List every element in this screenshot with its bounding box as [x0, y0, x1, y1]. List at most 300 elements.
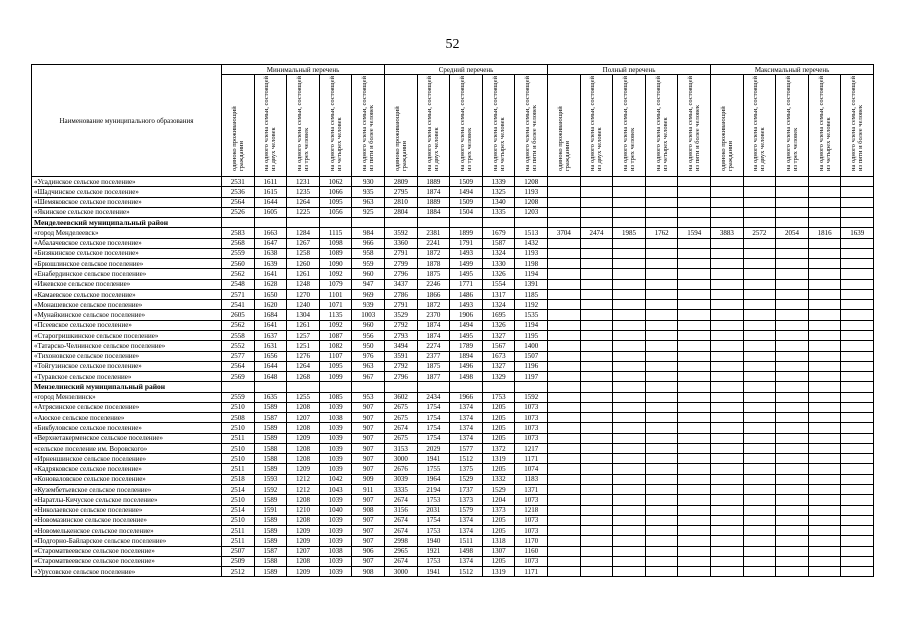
value-cell: 3153: [385, 443, 418, 453]
value-cell: [808, 382, 841, 392]
value-cell: 2562: [222, 269, 255, 279]
value-cell: [776, 187, 809, 197]
value-cell: [613, 351, 646, 361]
value-cell: [548, 433, 581, 443]
value-cell: 907: [352, 433, 385, 443]
value-cell: 1877: [417, 372, 450, 382]
value-cell: [711, 330, 744, 340]
value-cell: [548, 218, 581, 228]
value-cell: [743, 546, 776, 556]
value-cell: 2676: [385, 464, 418, 474]
value-cell: 1319: [482, 454, 515, 464]
table-row: [32, 464, 874, 474]
table-row: [32, 454, 874, 464]
value-cell: [808, 526, 841, 536]
value-cell: [711, 382, 744, 392]
value-cell: 1628: [254, 279, 287, 289]
value-cell: 1340: [482, 197, 515, 207]
value-cell: [841, 433, 874, 443]
value-cell: 2674: [385, 556, 418, 566]
subcolumn-header-text: на одного члена семьи, состоящей из пяти и более человек: [361, 76, 376, 171]
value-cell: [808, 207, 841, 217]
value-cell: 1073: [515, 433, 548, 443]
value-cell: 1372: [482, 443, 515, 453]
value-cell: [743, 495, 776, 505]
value-cell: 1486: [450, 289, 483, 299]
municipality-name: Мензелинский муниципальный район: [32, 382, 222, 392]
value-cell: [613, 433, 646, 443]
value-cell: 1193: [515, 248, 548, 258]
value-cell: [841, 207, 874, 217]
value-cell: [841, 187, 874, 197]
value-cell: [287, 218, 320, 228]
municipality-name: «Псеевское сельское поселение»: [32, 320, 222, 330]
value-cell: 967: [352, 372, 385, 382]
value-cell: 1373: [450, 495, 483, 505]
value-cell: [385, 382, 418, 392]
value-cell: [776, 464, 809, 474]
value-cell: 1257: [287, 330, 320, 340]
value-cell: 2792: [385, 320, 418, 330]
value-cell: 1374: [450, 413, 483, 423]
value-cell: [613, 372, 646, 382]
value-cell: [580, 433, 613, 443]
value-cell: 1324: [482, 248, 515, 258]
value-cell: [613, 392, 646, 402]
subcolumn-header: [678, 75, 711, 177]
value-cell: [808, 238, 841, 248]
value-cell: [776, 413, 809, 423]
value-cell: [711, 279, 744, 289]
value-cell: 1493: [450, 248, 483, 258]
value-cell: 2674: [385, 515, 418, 525]
value-cell: 1754: [417, 413, 450, 423]
value-cell: [613, 515, 646, 525]
value-cell: [841, 536, 874, 546]
value-cell: 1066: [319, 187, 352, 197]
value-cell: 1193: [515, 187, 548, 197]
value-cell: [808, 289, 841, 299]
value-cell: [645, 187, 678, 197]
value-cell: [711, 454, 744, 464]
table-row: [32, 259, 874, 269]
value-cell: 1529: [450, 474, 483, 484]
value-cell: [580, 351, 613, 361]
value-cell: [841, 269, 874, 279]
value-cell: [645, 269, 678, 279]
value-cell: [776, 556, 809, 566]
table-row: [32, 320, 874, 330]
value-cell: [645, 402, 678, 412]
value-cell: [645, 433, 678, 443]
value-cell: [580, 279, 613, 289]
value-cell: 1208: [287, 423, 320, 433]
value-cell: [808, 443, 841, 453]
value-cell: 1327: [482, 330, 515, 340]
value-cell: [678, 320, 711, 330]
value-cell: 1899: [450, 228, 483, 238]
value-cell: 907: [352, 413, 385, 423]
value-cell: [548, 454, 581, 464]
value-cell: 1205: [482, 413, 515, 423]
value-cell: 2965: [385, 546, 418, 556]
value-cell: 976: [352, 351, 385, 361]
value-cell: 2510: [222, 515, 255, 525]
value-cell: [743, 330, 776, 340]
subcolumn-header-text: на одного члена семьи, состоящей из двух человек: [589, 76, 604, 171]
value-cell: 2675: [385, 433, 418, 443]
value-cell: 1039: [319, 556, 352, 566]
value-cell: 1087: [319, 330, 352, 340]
value-cell: [580, 238, 613, 248]
value-cell: [776, 351, 809, 361]
value-cell: [548, 330, 581, 340]
value-cell: [841, 392, 874, 402]
subcolumn-header-text: на одного члена семьи, состоящей из четырех человек: [328, 76, 343, 171]
subcolumn-header: [482, 75, 515, 177]
value-cell: [645, 259, 678, 269]
value-cell: [450, 382, 483, 392]
value-cell: [711, 392, 744, 402]
value-cell: 1208: [287, 515, 320, 525]
value-cell: [808, 330, 841, 340]
value-cell: 1567: [482, 341, 515, 351]
value-cell: 1589: [254, 423, 287, 433]
municipality-name: «Кузембетьевское сельское поселение»: [32, 484, 222, 494]
value-cell: 1400: [515, 341, 548, 351]
value-cell: 1754: [417, 515, 450, 525]
subcolumn-header-text: на одного члена семьи, состоящей из четырех человек: [491, 76, 506, 171]
subcolumn-header: [319, 75, 352, 177]
value-cell: [776, 310, 809, 320]
value-cell: [841, 382, 874, 392]
value-cell: 1307: [482, 546, 515, 556]
value-cell: 1872: [417, 300, 450, 310]
value-cell: 1648: [254, 372, 287, 382]
value-cell: 1261: [287, 320, 320, 330]
value-cell: [808, 259, 841, 269]
table-row: [32, 197, 874, 207]
value-cell: 1212: [287, 474, 320, 484]
value-cell: [776, 423, 809, 433]
value-cell: 907: [352, 495, 385, 505]
value-cell: [548, 505, 581, 515]
municipality-name: «Бикбуловское сельское поселение»: [32, 423, 222, 433]
value-cell: [352, 382, 385, 392]
municipality-name: «Ирненшинское сельское поселение»: [32, 454, 222, 464]
value-cell: 1056: [319, 207, 352, 217]
value-cell: 1639: [841, 228, 874, 238]
value-cell: [743, 392, 776, 402]
value-cell: 908: [352, 567, 385, 577]
value-cell: [711, 207, 744, 217]
value-cell: 1209: [287, 464, 320, 474]
value-cell: 1339: [482, 177, 515, 187]
municipality-name: «Аюское сельское поселение»: [32, 413, 222, 423]
value-cell: 1504: [450, 207, 483, 217]
value-cell: 963: [352, 361, 385, 371]
value-cell: 1240: [287, 300, 320, 310]
value-cell: 1494: [450, 320, 483, 330]
value-cell: 2791: [385, 248, 418, 258]
value-cell: 1170: [515, 536, 548, 546]
value-cell: [743, 218, 776, 228]
value-cell: [645, 197, 678, 207]
value-cell: 1513: [515, 228, 548, 238]
value-cell: [841, 320, 874, 330]
value-cell: 1205: [482, 402, 515, 412]
value-cell: 2674: [385, 495, 418, 505]
value-cell: [580, 248, 613, 258]
value-cell: [548, 197, 581, 207]
value-cell: 1218: [515, 505, 548, 515]
value-cell: [678, 351, 711, 361]
value-cell: 2536: [222, 187, 255, 197]
value-cell: 1040: [319, 505, 352, 515]
region-row: [32, 218, 874, 228]
value-cell: [711, 259, 744, 269]
table-row: [32, 341, 874, 351]
value-cell: 1209: [287, 567, 320, 577]
value-cell: 1042: [319, 474, 352, 484]
subcolumn-header: [808, 75, 841, 177]
value-cell: 1209: [287, 536, 320, 546]
value-cell: [841, 361, 874, 371]
value-cell: [776, 207, 809, 217]
table-row: [32, 269, 874, 279]
value-cell: 1679: [482, 228, 515, 238]
value-cell: 1073: [515, 515, 548, 525]
value-cell: [808, 197, 841, 207]
value-cell: 1507: [515, 351, 548, 361]
value-cell: [841, 177, 874, 187]
value-cell: 1039: [319, 464, 352, 474]
value-cell: [711, 443, 744, 453]
value-cell: 1326: [482, 320, 515, 330]
value-cell: 969: [352, 289, 385, 299]
value-cell: 1644: [254, 361, 287, 371]
value-cell: [548, 259, 581, 269]
value-cell: 2511: [222, 536, 255, 546]
value-cell: 1615: [254, 187, 287, 197]
subcolumn-header: [385, 75, 418, 177]
table-row: [32, 207, 874, 217]
value-cell: [678, 187, 711, 197]
value-cell: 925: [352, 207, 385, 217]
table-row: [32, 505, 874, 515]
value-cell: 1210: [287, 505, 320, 515]
value-cell: 1327: [482, 361, 515, 371]
value-cell: 959: [352, 259, 385, 269]
value-cell: [841, 464, 874, 474]
value-cell: 2194: [417, 484, 450, 494]
municipality-name: «Староматвеевское сельское поселение»: [32, 556, 222, 566]
value-cell: 1498: [450, 372, 483, 382]
value-cell: 2274: [417, 341, 450, 351]
municipality-name: «Абалачевское сельское поселение»: [32, 238, 222, 248]
value-cell: [776, 372, 809, 382]
value-cell: 2791: [385, 300, 418, 310]
value-cell: [645, 218, 678, 228]
value-cell: 1509: [450, 177, 483, 187]
value-cell: [580, 187, 613, 197]
value-cell: [776, 433, 809, 443]
value-cell: [319, 218, 352, 228]
value-cell: 1208: [287, 454, 320, 464]
value-cell: [580, 413, 613, 423]
value-cell: [808, 300, 841, 310]
value-cell: [711, 310, 744, 320]
value-cell: 2548: [222, 279, 255, 289]
value-cell: 1940: [417, 536, 450, 546]
value-cell: [711, 248, 744, 258]
value-cell: 956: [352, 330, 385, 340]
value-cell: [711, 341, 744, 351]
value-cell: 1594: [678, 228, 711, 238]
value-cell: [450, 218, 483, 228]
value-cell: [808, 474, 841, 484]
value-cell: [580, 443, 613, 453]
value-cell: [743, 289, 776, 299]
value-cell: [678, 341, 711, 351]
table-body: [32, 177, 874, 577]
value-cell: [613, 218, 646, 228]
value-cell: [580, 372, 613, 382]
value-cell: [711, 351, 744, 361]
value-cell: [776, 454, 809, 464]
value-cell: 3602: [385, 392, 418, 402]
table-row: [32, 515, 874, 525]
value-cell: 1212: [287, 484, 320, 494]
value-cell: 1656: [254, 351, 287, 361]
value-cell: [841, 546, 874, 556]
value-cell: 1589: [254, 402, 287, 412]
value-cell: [613, 341, 646, 351]
value-cell: 1039: [319, 495, 352, 505]
value-cell: 2810: [385, 197, 418, 207]
value-cell: [645, 443, 678, 453]
value-cell: 1183: [515, 474, 548, 484]
value-cell: [613, 484, 646, 494]
value-cell: 1207: [287, 413, 320, 423]
value-cell: [645, 382, 678, 392]
value-cell: [841, 197, 874, 207]
page-number: 52: [445, 37, 460, 52]
value-cell: 1737: [450, 484, 483, 494]
value-cell: [417, 218, 450, 228]
subcolumn-header: [743, 75, 776, 177]
value-cell: 1085: [319, 392, 352, 402]
value-cell: 1641: [254, 320, 287, 330]
value-cell: 2510: [222, 454, 255, 464]
value-cell: [841, 505, 874, 515]
subcolumn-header: [254, 75, 287, 177]
value-cell: 1754: [417, 423, 450, 433]
value-cell: 1589: [254, 536, 287, 546]
subcolumn-header-text: на одного члена семьи, состоящей из пяти и более человек: [850, 76, 865, 171]
value-cell: [776, 269, 809, 279]
subcolumn-header: [645, 75, 678, 177]
value-cell: [841, 372, 874, 382]
municipality-name: «Брюшлинское сельское поселение»: [32, 259, 222, 269]
value-cell: [580, 567, 613, 577]
value-cell: [645, 289, 678, 299]
subcolumn-header-text: на одного члена семьи, состоящей из двух человек: [263, 76, 278, 171]
value-cell: 1554: [482, 279, 515, 289]
value-cell: 2511: [222, 526, 255, 536]
value-cell: [711, 238, 744, 248]
value-cell: 960: [352, 320, 385, 330]
value-cell: [580, 423, 613, 433]
value-cell: [678, 259, 711, 269]
value-cell: [841, 402, 874, 412]
table-header: [32, 65, 874, 177]
value-cell: [613, 310, 646, 320]
table-row: [32, 372, 874, 382]
value-cell: [548, 341, 581, 351]
value-cell: [645, 300, 678, 310]
subcolumn-header: [711, 75, 744, 177]
value-cell: 1207: [287, 546, 320, 556]
value-cell: 1304: [287, 310, 320, 320]
value-cell: [711, 413, 744, 423]
value-cell: [613, 505, 646, 515]
table-row: [32, 177, 874, 187]
value-cell: 1884: [417, 207, 450, 217]
value-cell: [548, 310, 581, 320]
value-cell: 1264: [287, 197, 320, 207]
value-cell: 1588: [254, 443, 287, 453]
table-row: [32, 351, 874, 361]
municipality-name: «Камаевское сельское поселение»: [32, 289, 222, 299]
value-cell: 1208: [287, 402, 320, 412]
value-cell: [580, 474, 613, 484]
value-cell: 907: [352, 526, 385, 536]
value-cell: [548, 238, 581, 248]
value-cell: 1432: [515, 238, 548, 248]
value-cell: [613, 187, 646, 197]
municipality-name: «Туравское сельское поселение»: [32, 372, 222, 382]
value-cell: [678, 454, 711, 464]
value-cell: 966: [352, 238, 385, 248]
value-cell: 1205: [482, 515, 515, 525]
value-cell: [482, 382, 515, 392]
value-cell: [808, 351, 841, 361]
value-cell: 1217: [515, 443, 548, 453]
value-cell: [776, 392, 809, 402]
value-cell: [808, 372, 841, 382]
value-cell: 1511: [450, 536, 483, 546]
subcolumn-header-text: на одного члена семьи, состоящей из четырех человек: [817, 76, 832, 171]
value-cell: 2998: [385, 536, 418, 546]
value-cell: 2796: [385, 372, 418, 382]
value-cell: [580, 218, 613, 228]
value-cell: 1631: [254, 341, 287, 351]
value-cell: 2795: [385, 187, 418, 197]
value-cell: [613, 259, 646, 269]
subcolumn-header: [417, 75, 450, 177]
value-cell: [743, 464, 776, 474]
value-cell: [808, 269, 841, 279]
value-cell: [841, 556, 874, 566]
value-cell: [776, 361, 809, 371]
value-cell: 1270: [287, 289, 320, 299]
value-cell: [841, 310, 874, 320]
value-cell: 1695: [482, 310, 515, 320]
municipality-name: «город Менделеевск»: [32, 228, 222, 238]
value-cell: 1374: [450, 556, 483, 566]
value-cell: 1095: [319, 197, 352, 207]
